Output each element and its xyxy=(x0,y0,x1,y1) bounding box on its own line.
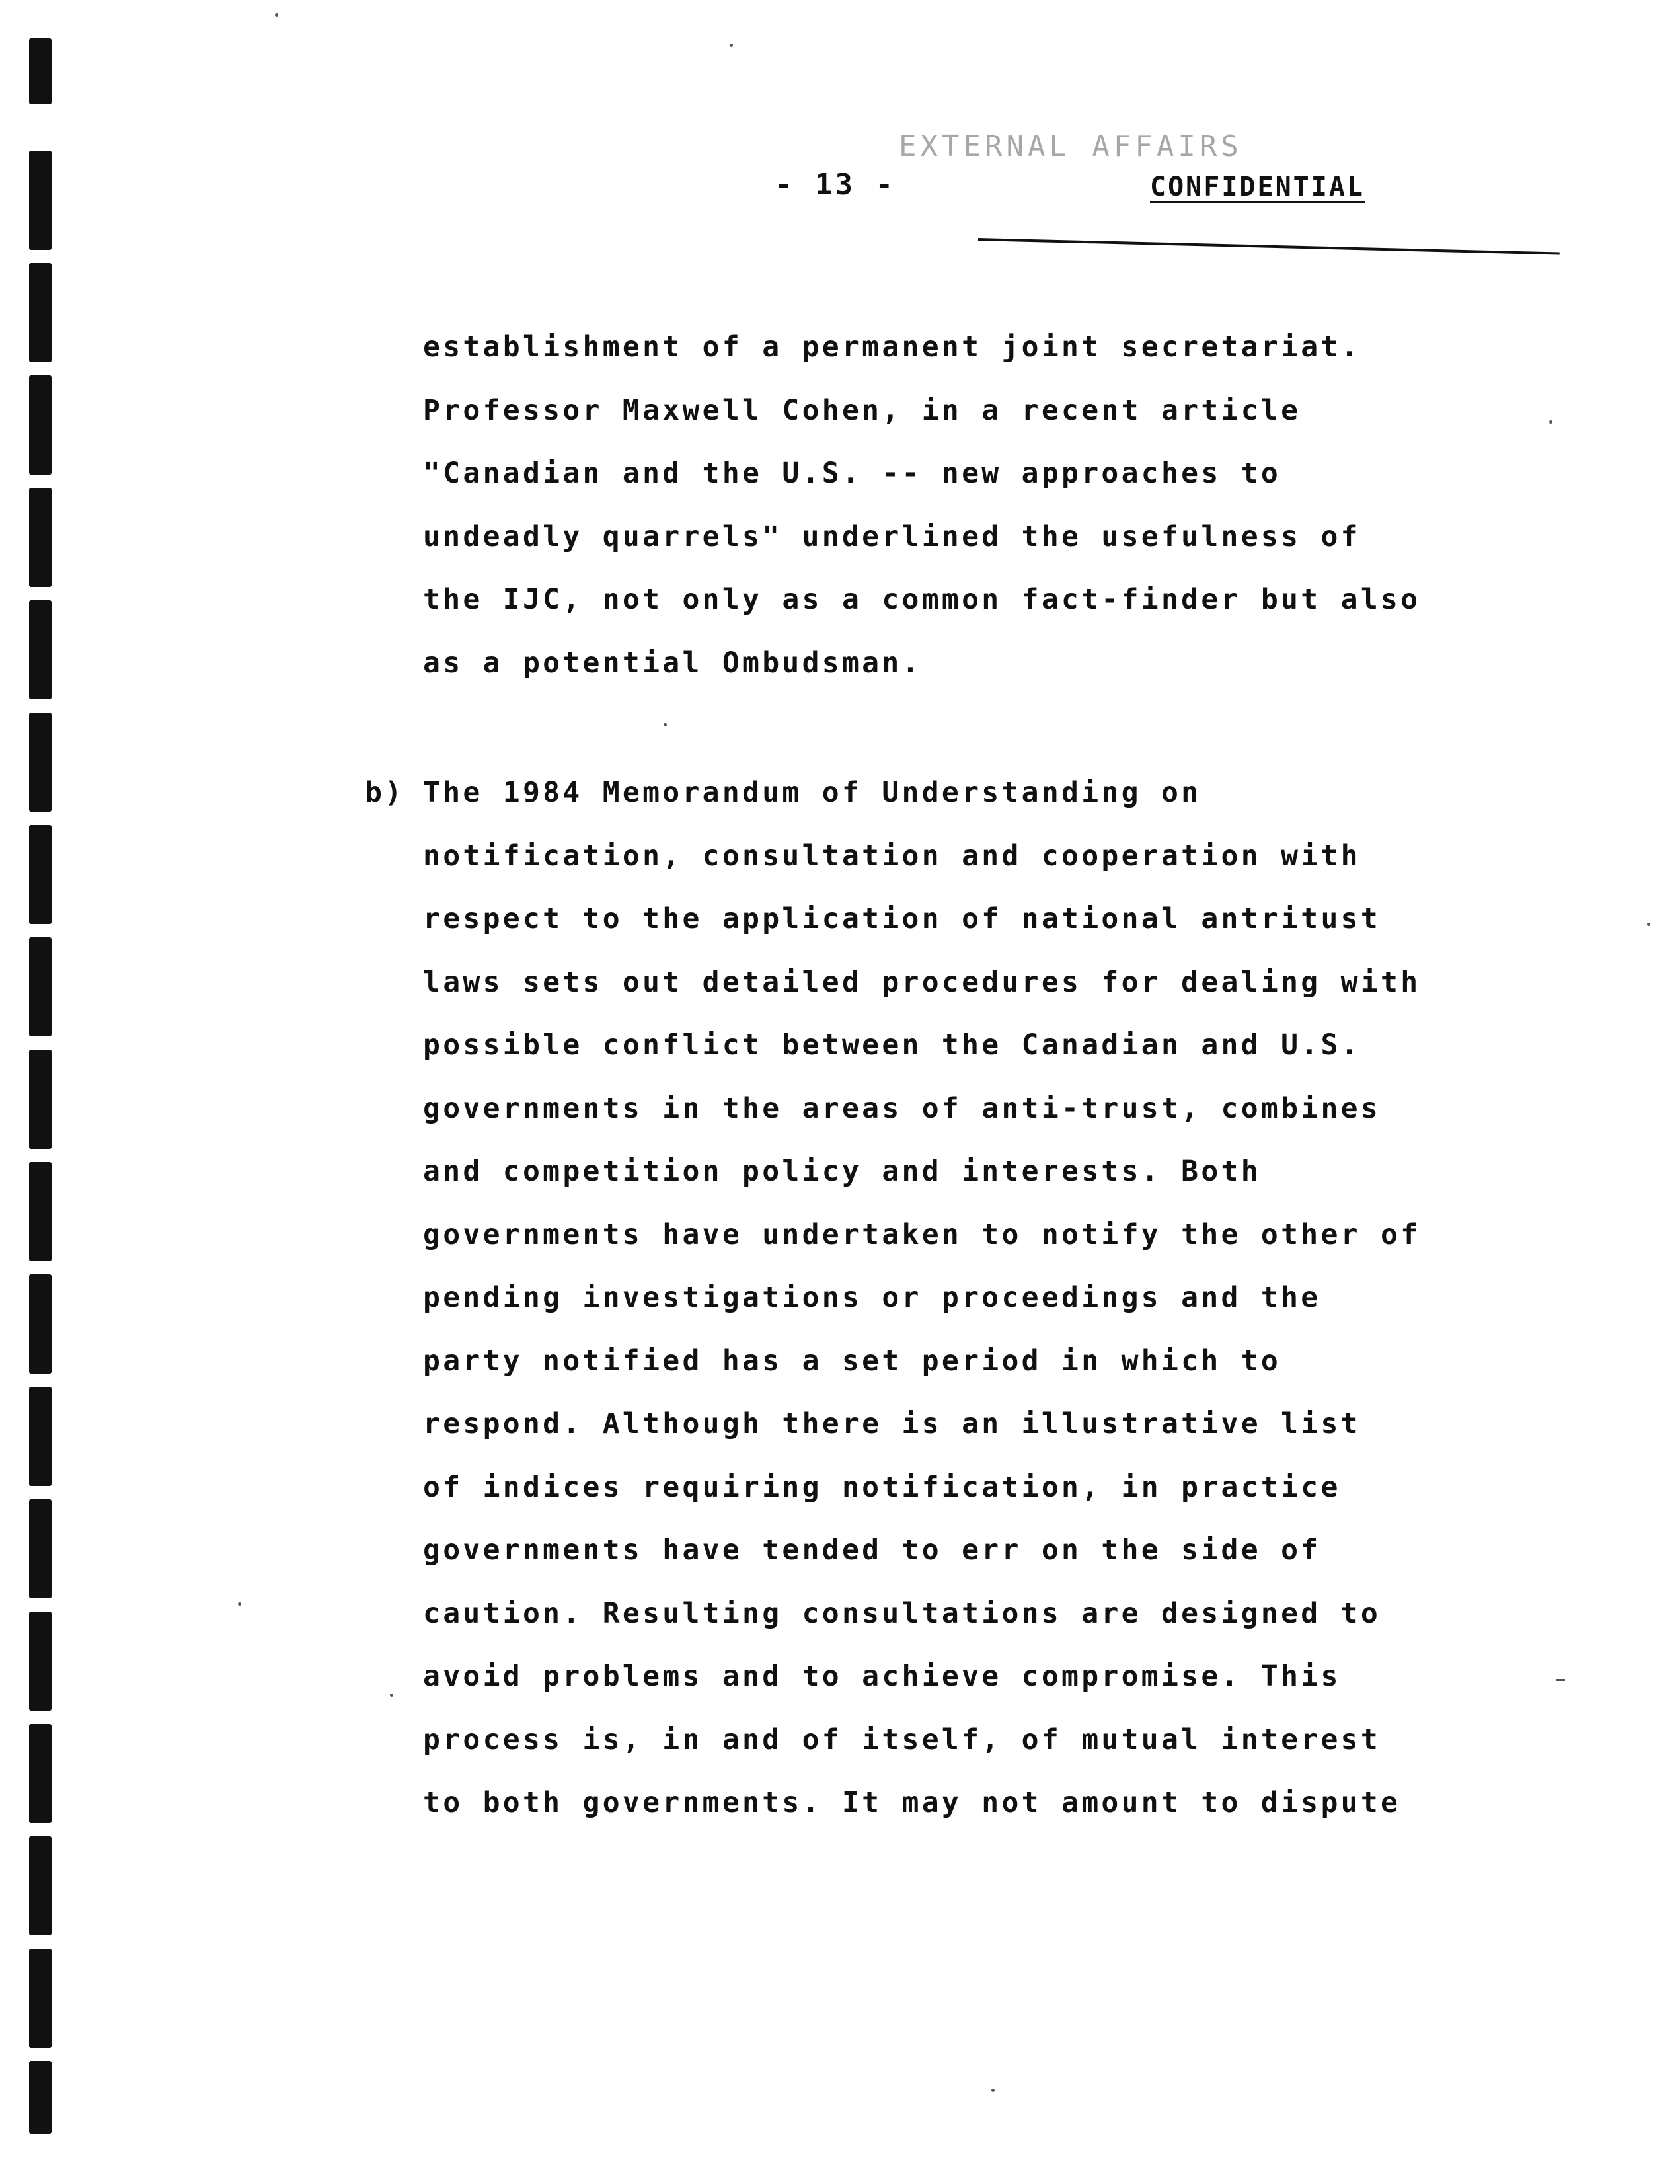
text-line: caution. Resulting consultations are designed to xyxy=(423,1596,1381,1630)
text-line: Professor Maxwell Cohen, in a recent article xyxy=(423,393,1301,427)
punch-hole xyxy=(29,488,52,587)
punch-hole xyxy=(29,1612,52,1711)
item-b-paragraph xyxy=(423,761,1454,1835)
punch-hole xyxy=(29,263,52,362)
text-line: notification, consultation and cooperation with xyxy=(423,839,1361,873)
text-line: as a potential Ombudsman. xyxy=(423,646,922,680)
page-number: - 13 - xyxy=(775,168,896,202)
text-line: possible conflict between the Canadian and U.S. xyxy=(423,1029,1361,1062)
text-line: and competition policy and interests. Both xyxy=(423,1155,1261,1188)
binding-punch-holes xyxy=(0,0,73,2184)
punch-hole xyxy=(29,1162,52,1261)
text-line: party notified has a set period in which to xyxy=(423,1344,1281,1378)
text-line: The 1984 Memorandum of Understanding on xyxy=(423,776,1202,809)
text-line: "Canadian and the U.S. -- new approaches to xyxy=(423,457,1281,490)
punch-hole xyxy=(29,713,52,812)
scan-speck xyxy=(238,1602,241,1606)
scan-speck xyxy=(991,2089,995,2092)
punch-hole xyxy=(29,1949,52,2048)
text-line: establishment of a permanent joint secretariat. xyxy=(423,331,1361,364)
classification-label: CONFIDENTIAL xyxy=(1150,172,1365,202)
text-line: respond. Although there is an illustrative list xyxy=(423,1407,1361,1440)
punch-hole xyxy=(29,2061,52,2134)
item-marker-b: b) xyxy=(365,776,404,809)
punch-hole xyxy=(29,937,52,1036)
text-line: pending investigations or proceedings and the xyxy=(423,1281,1321,1314)
punch-hole xyxy=(29,38,52,104)
punch-hole xyxy=(29,151,52,250)
scan-speck xyxy=(1549,420,1552,424)
punch-hole xyxy=(29,1836,52,1935)
scan-speck xyxy=(1556,1679,1565,1681)
text-line: of indices requiring notification, in practice xyxy=(423,1470,1341,1504)
continuation-paragraph xyxy=(423,316,1454,695)
text-line: the IJC, not only as a common fact-finder but also xyxy=(423,583,1421,616)
header-rule xyxy=(978,238,1560,254)
text-line: avoid problems and to achieve compromise. This xyxy=(423,1660,1341,1693)
scan-speck xyxy=(730,44,733,47)
text-line: undeadly quarrels" underlined the usefulness of xyxy=(423,520,1361,553)
punch-hole xyxy=(29,600,52,699)
scan-speck xyxy=(1647,923,1650,926)
punch-hole xyxy=(29,1387,52,1486)
punch-hole xyxy=(29,1499,52,1598)
text-line: governments in the areas of anti-trust, combines xyxy=(423,1091,1381,1125)
punch-hole xyxy=(29,375,52,475)
text-line: governments have undertaken to notify the other of xyxy=(423,1218,1421,1251)
scan-speck xyxy=(275,13,278,17)
scan-speck xyxy=(664,723,667,726)
punch-hole xyxy=(29,1274,52,1374)
scan-speck xyxy=(390,1694,393,1697)
text-line: governments have tended to err on the side of xyxy=(423,1534,1321,1567)
text-line: to both governments. It may not amount to dispute xyxy=(423,1786,1401,1819)
punch-hole xyxy=(29,1050,52,1149)
punch-hole xyxy=(29,825,52,924)
text-line: process is, in and of itself, of mutual interest xyxy=(423,1723,1381,1756)
text-line: laws sets out detailed procedures for dealing with xyxy=(423,965,1421,999)
punch-hole xyxy=(29,1724,52,1823)
external-affairs-stamp: EXTERNAL AFFAIRS xyxy=(899,130,1242,163)
text-line: respect to the application of national antritust xyxy=(423,902,1381,935)
